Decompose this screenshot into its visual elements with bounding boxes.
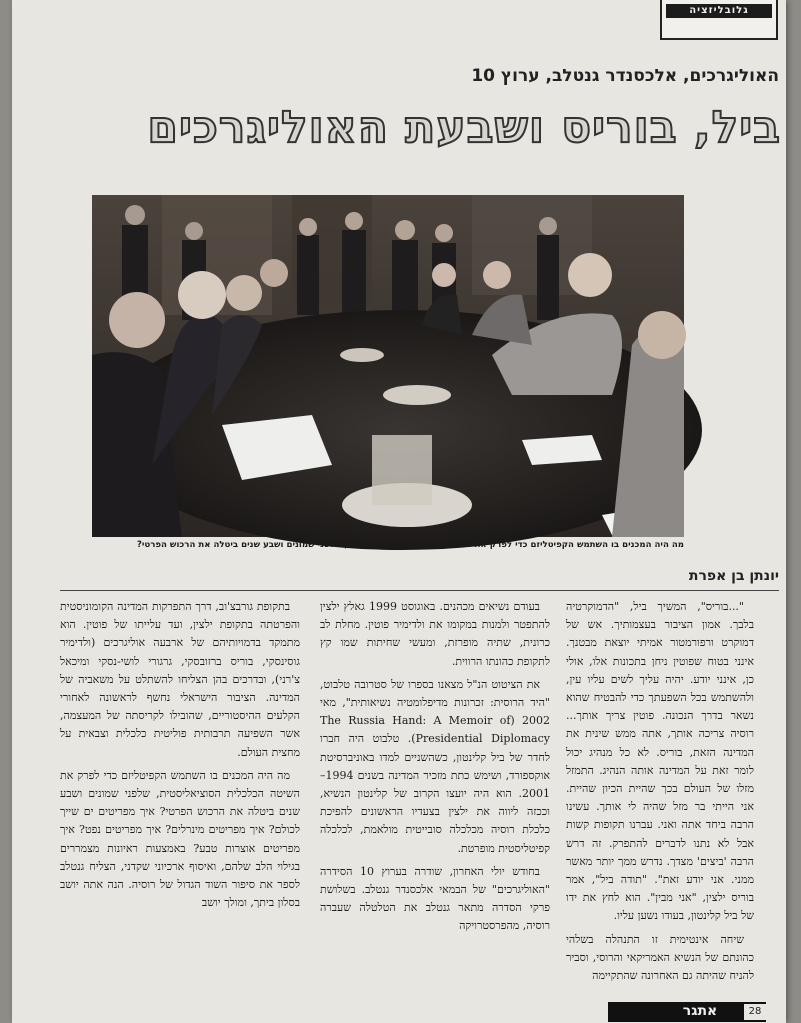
section-tag: גלובליזציה	[666, 4, 772, 18]
article-column-2	[320, 598, 550, 963]
headline: ביל, בוריס ושבעת האוליגרכים	[147, 102, 781, 153]
byline-rule	[60, 590, 779, 591]
paragraph: בעודם נשיאים מכהנים. באוגוסט 1999 גאלץ ילצין להתפטר ולמנות במקומו את ולדימיר פוטין. מחלת לב כרונית, שתיה מופרזת, ומעשי שחיתות שמו קץ לתקופת כהונתו הרווית.	[320, 600, 550, 668]
series-line: האוליגרכים, אלכסנדר גנטלב, ערוץ 10	[471, 66, 779, 86]
meeting-photo-illustration	[92, 195, 684, 537]
paragraph: את הציטוט הנ"ל מצאנו בספרו של סטרובה טלבוט, "היד הרוסית: זכרונות מדיפלומטיה נשיאותית", מאי 2002 (The Russia Hand: A Memoir of Presidential Diplomacy). טלבוט היה חברו לחדר של ביל קלינטון, כשהשניים למדו באוניברסיטת אוקספורד, ושימש כתת מזכיר המדינה בשנים 1994–2001. הוא היה יועצו הקרוב של קלינטון הנשיא, וככזה ליווה את ילצין בצעדיו הראשונים להפיכת כלכלת רוסיה מכלכלה סובייטית מולאמת, לכלכלה קפיטליסטית מופרטת.	[320, 677, 550, 855]
photo-caption: מה היה המכנים בו השתמש הקפיטליזם כדי לפרק את השיטה הכלכלית הסוציאליסטית, שלפני שמונים ושבע שנים ביטלה את הרכוש הפרטי?	[136, 540, 684, 550]
paragraph: בחודש יולי האחרון, שודרה בערוץ 10 הסידרה "האוליגרכים" של הבמאי אלכסנדר גנטלב. בשלושת פרקי הסדרה מתאר גנטלב את הטלטלה שעברה רוסיה, מהפרסטרויקה	[320, 864, 550, 933]
author-byline: יונתן בן אפרת	[688, 568, 779, 584]
article-column-1	[566, 598, 754, 983]
paragraph: שיחה אינטימית זו התנהלה בשלהי כהונתם של הנשיא האמריקאי והרוסי, וסביר להניח שהיתה גם האחרונה שהתקיימה	[566, 932, 754, 983]
paragraph: מה היה המכנים בו השתמש הקפיטליזם כדי לפרק את השיטה הכלכלית הסוציאליסטית, שלפני שמונים ושבע שנים ביטלה את הרכוש הפרטי? איך מפריטים ים שייך לכולם? איך מפריטים מינרלים? איך מפריטים נפט? איך מפריטים אוצרות טבע? באמצעות ראיונות מצמררים בגילוי הלב שלהם, ואיסוף ארכיוני שקדני, הצליח גנטלב לספר את סיפור השוד הגדול של רוסיה. הנה אתה יושב בסלון ביתך, ומולך יושב	[60, 768, 300, 910]
paragraph: בתקופת גורבצ'וב, דרך התפרקות המדינה הקומוניסטית והפרטתה בתקופת ילצין, ועד עלייתו של פוטין. הוא מתמקד בדמויותיהם של ארבעה אוליגרכים (ולדימיר גוסינסקי, בוריס ברזובסקי, גרגורי לושי-נסקי ומיכאל צ'רני), ובדרכים בהן הצליחו להשתלט על משאביה של המדינה. הציבור הישראלי נחשף לראשונה לאחורי הקלעים ההיסטוריים, שהובילו לקריסתה של המעצמה, אשר השפיעה תרבותית פוליטית כלכלית וצבאית על מחצית העולם.	[60, 600, 300, 759]
paragraph: "...בוריס", המשיך ביל, "הדמוקרטיה בלבך. אמון הציבור בעצמותיך. אש של דמוקרט ורפורמטור אמיתי יוצאת מבטנך. אינני בטוח שפוטין ניחן בתכונות אלו, אולי כן, אינני יודע. יהיה עליך לשים עליו עין, ולהשתמש בכל השפעתך כדי להבטיח שהוא נשאר בדרך הנכונה. פוטין צריך אותך... רוסיה צריכה אותך, אתה ממש שינית את המדינה הזאת, בוריס. לא כל מנהיג יכול לומר זאת על המדינה אותה הנהיג. התמזל מזלו של העולם בכך שהיית הכיון שהיית. אני הייתי בר מזל שהיה לי אותך. עשינו הרבה ביחד אתה ואני. עברנו תקופות קשות אבל לא נתנו לדברים להתפרק. זה דרש הרבה 'ביצים' מצדך. נדרש ממך יותר מאשר ממני. אני יודע זאת". "תודה ביל", אמר בוריס ילצין, "אני מבין". הוא לחץ את ידו של ביל קלינטון, בעודו נשען עליו.	[566, 600, 754, 923]
article-column-3	[60, 598, 300, 963]
page-number: 28	[744, 1004, 766, 1020]
meeting-photo	[92, 195, 684, 537]
magazine-name: אתגר	[682, 1003, 718, 1019]
section-tag-box	[660, 0, 778, 40]
